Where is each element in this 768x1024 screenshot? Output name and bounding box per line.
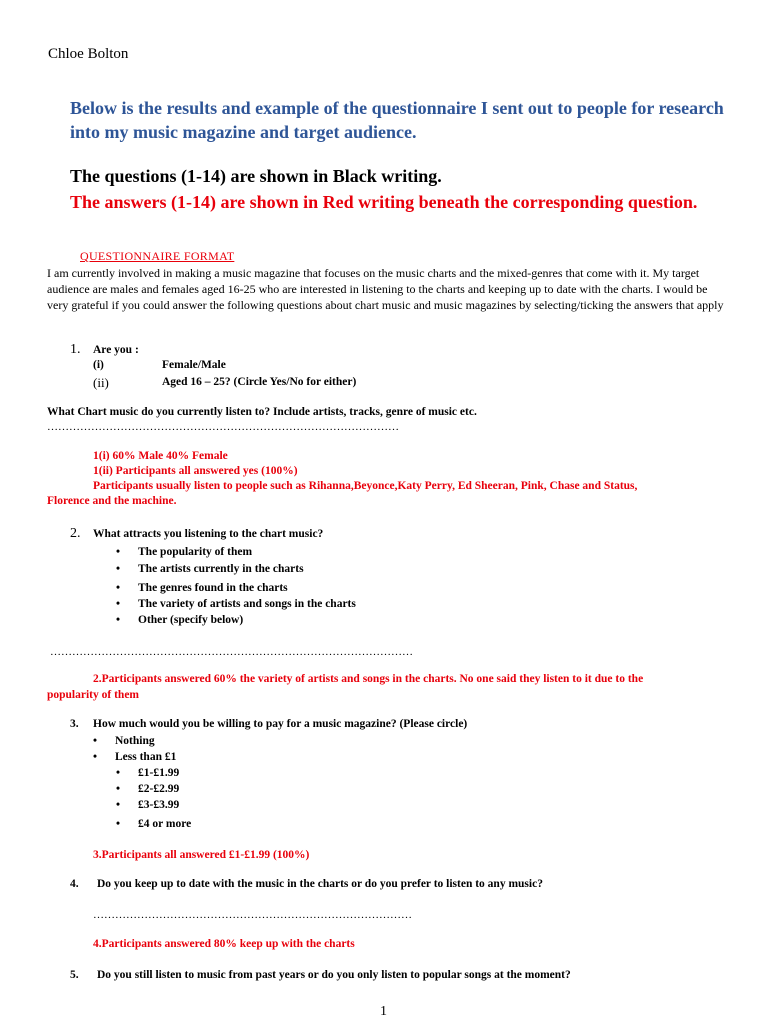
q2-answer-cont: popularity of them [47, 689, 139, 701]
q1-answer-age: 1(ii) Participants all answered yes (100%) [93, 465, 298, 477]
q5-label: Do you still listen to music from past years or do you only listen to popular songs at the moment? [97, 969, 571, 981]
q2-option: • The popularity of them [116, 546, 253, 558]
q4-label: Do you keep up to date with the music in the charts or do you prefer to listen to any music? [97, 878, 543, 890]
q3-sub-option: • £3-£3.99 [116, 799, 180, 811]
q3-option: • Less than £1 [93, 751, 177, 763]
page-number: 1 [380, 1004, 387, 1019]
q2-option: • The artists currently in the charts [116, 563, 304, 575]
q1-answer-artists-cont: Florence and the machine. [47, 495, 177, 507]
q5-number: 5. [70, 969, 79, 981]
questionnaire-format-heading: QUESTIONNAIRE FORMAT [80, 249, 235, 263]
q1-answer-gender: 1(i) 60% Male 40% Female [93, 450, 228, 462]
q2-option: • Other (specify below) [116, 614, 244, 626]
black-writing-note: The questions (1-14) are shown in Black writing. [70, 166, 442, 186]
q2-option: • The variety of artists and songs in the charts [116, 598, 356, 610]
q4-answer-line: …………………………………………………………………………… [93, 909, 412, 921]
q3-number: 3. [70, 718, 79, 730]
q2-label: What attracts you listening to the chart music? [93, 528, 324, 540]
q3-label: How much would you be willing to pay for a music magazine? (Please circle) [93, 718, 468, 730]
q1-answer-artists: Participants usually listen to people such as Rihanna,Beyonce,Katy Perry, Ed Sheeran, Pink, Chase and Status, [93, 480, 638, 492]
red-writing-note: The answers (1-14) are shown in Red writing beneath the corresponding question. [70, 192, 698, 212]
q1-sub2-text: Aged 16 – 25? (Circle Yes/No for either) [162, 376, 357, 388]
q3-sub-option: • £2-£2.99 [116, 783, 180, 795]
q1-sub2-number: (ii) [93, 375, 109, 390]
q2-answer: 2.Participants answered 60% the variety of artists and songs in the charts. No one said they listen to it due to the [93, 673, 644, 685]
questionnaire-preamble: I am currently involved in making a music magazine that focuses on the music charts and the mixed-genres that come with it. My target audience are males and females aged 16-25 who are interested in listening to the charts and keeping up to date with the charts. I would be very grateful if you could answer the following questions about chart music and music magazines by selecting/ticking the answers that apply [47, 266, 724, 312]
q1-label: Are you : [93, 344, 139, 356]
q3-sub-option: • £1-£1.99 [116, 767, 180, 779]
q2-option: • The genres found in the charts [116, 582, 288, 594]
intro-text: Below is the results and example of the questionnaire I sent out to people for research into my music magazine and target audience. [70, 98, 724, 142]
author-name: Chloe Bolton [48, 46, 129, 62]
q3-sub-option: • £4 or more [116, 818, 192, 830]
q1-sub1-number: (i) [93, 359, 104, 371]
q4-number: 4. [70, 878, 79, 890]
q1-sub1-text: Female/Male [162, 359, 226, 371]
q1-number: 1. [70, 342, 81, 357]
q3-answer: 3.Participants all answered £1-£1.99 (100%) [93, 849, 310, 861]
q3-option: • Nothing [93, 735, 155, 747]
q2-number: 2. [70, 526, 81, 541]
q4-answer: 4.Participants answered 80% keep up with the charts [93, 938, 355, 950]
q1-answer-line: …………………………………………………………………………………… [47, 421, 399, 433]
q2-answer-line: ……………………………………………………………………………………… [50, 646, 413, 658]
q1-followup-question: What Chart music do you currently listen to? Include artists, tracks, genre of music etc. [47, 406, 477, 418]
